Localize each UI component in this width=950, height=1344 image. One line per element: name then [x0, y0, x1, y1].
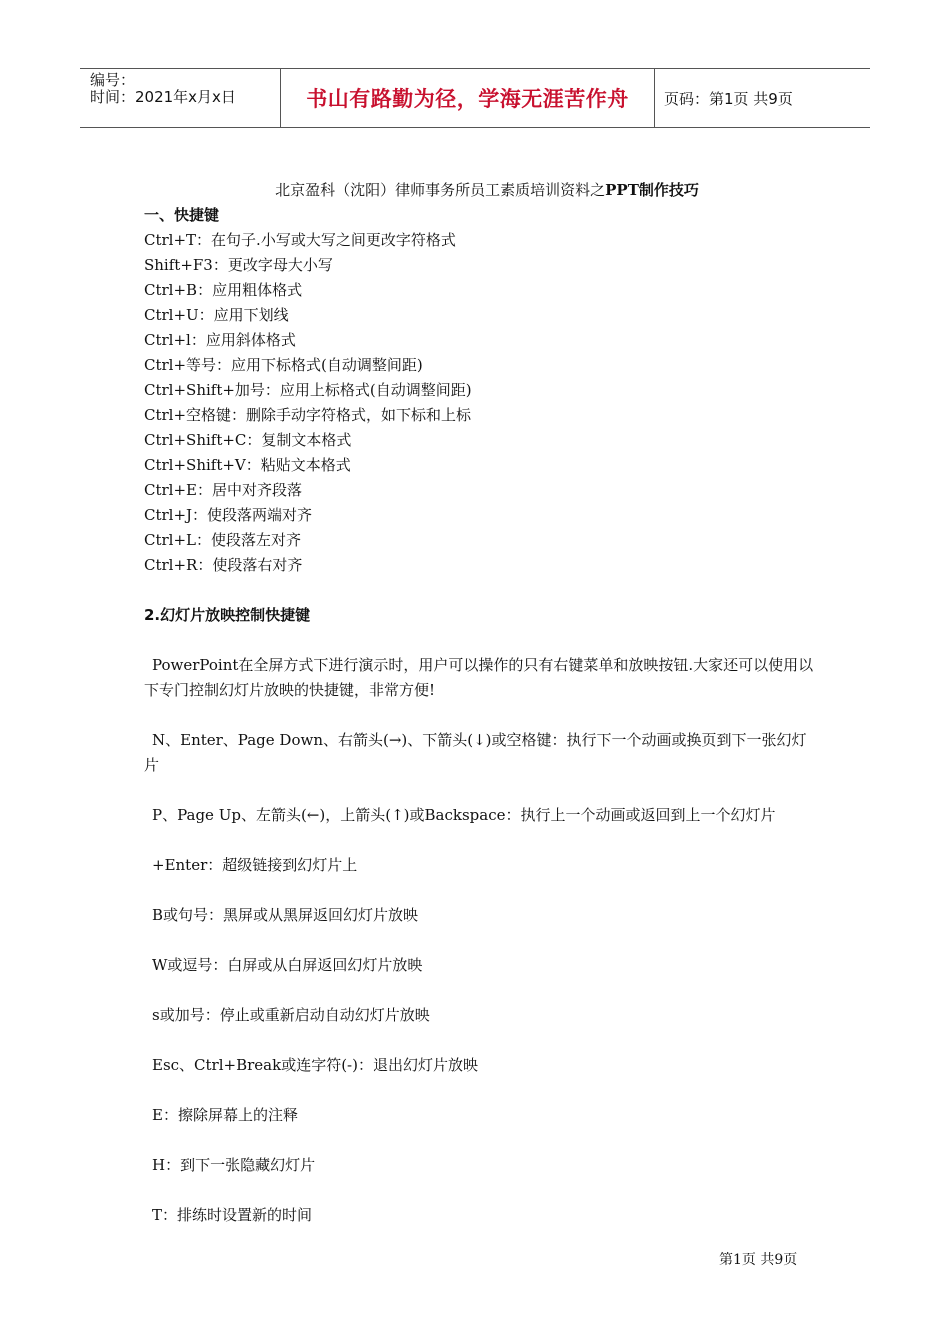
list-item: W或逗号：白屏或从白屏返回幻灯片放映: [152, 956, 423, 974]
list-item: P、Page Up、左箭头(←)，上箭头(↑)或Backspace：执行上一个动画或返回到上一个幻灯片: [152, 806, 776, 824]
title-bold: PPT制作技巧: [605, 181, 699, 199]
list-item: T：排练时设置新的时间: [152, 1206, 313, 1224]
shortcut-list: [144, 228, 814, 578]
document-title: [144, 178, 814, 203]
document-number: 编号：: [90, 71, 136, 89]
list-item: B或句号：黑屏或从黑屏返回幻灯片放映: [152, 906, 419, 924]
list-item: Ctrl+Shift+C：复制文本格式: [144, 431, 352, 449]
list-item: Ctrl+B：应用粗体格式: [144, 281, 303, 299]
section-heading-shortcuts: 一、快捷键: [144, 206, 220, 224]
list-item: Ctrl+空格键：删除手动字符格式，如下标和上标: [144, 406, 472, 424]
section-heading-slideshow: 2.幻灯片放映控制快捷键: [144, 606, 311, 624]
list-item: Shift+F3：更改字母大小写: [144, 256, 333, 274]
list-item: Ctrl+T：在句子.小写或大写之间更改字符格式: [144, 231, 456, 249]
list-item: Ctrl+Shift+V：粘贴文本格式: [144, 456, 351, 474]
list-item: Ctrl+R：使段落右对齐: [144, 556, 303, 574]
list-item: Esc、Ctrl+Break或连字符(-)：退出幻灯片放映: [152, 1056, 478, 1074]
list-item: Ctrl+L：使段落左对齐: [144, 531, 302, 549]
list-item: +Enter：超级链接到幻灯片上: [152, 856, 358, 874]
list-item: H：到下一张隐藏幻灯片: [152, 1156, 316, 1174]
list-item: E：擦除屏幕上的注释: [152, 1106, 298, 1124]
document-date: 时间：2021年x月x日: [90, 88, 236, 106]
list-item: Ctrl+l：应用斜体格式: [144, 331, 296, 349]
list-item: Ctrl+E：居中对齐段落: [144, 481, 302, 499]
list-item: s或加号：停止或重新启动自动幻灯片放映: [152, 1006, 430, 1024]
page-footer: 第1页 共9页: [719, 1252, 798, 1268]
slideshow-intro: PowerPoint在全屏方式下进行演示时，用户可以操作的只有右键菜单和放映按钮.大家还可以使用以下专门控制幻灯片放映的快捷键，非常方便!: [144, 656, 814, 699]
header-page-info: 页码：第1页 共9页: [664, 89, 793, 108]
list-item: N、Enter、Page Down、右箭头(→)、下箭头(↓)或空格键：执行下一个动画或换页到下一张幻灯片: [144, 731, 807, 774]
list-item: Ctrl+Shift+加号：应用上标格式(自动调整间距): [144, 381, 472, 399]
page-header: [80, 68, 870, 128]
title-prefix: 北京盈科（沈阳）律师事务所员工素质培训资料之: [275, 181, 606, 199]
header-motto: 书山有路勤为径，学海无涯苦作舟: [281, 69, 655, 127]
slideshow-shortcut-list: [144, 703, 814, 1228]
list-item: Ctrl+J：使段落两端对齐: [144, 506, 313, 524]
list-item: Ctrl+等号：应用下标格式(自动调整间距): [144, 356, 423, 374]
list-item: Ctrl+U：应用下划线: [144, 306, 289, 324]
document-body: [144, 178, 814, 1228]
header-meta: [80, 69, 281, 127]
